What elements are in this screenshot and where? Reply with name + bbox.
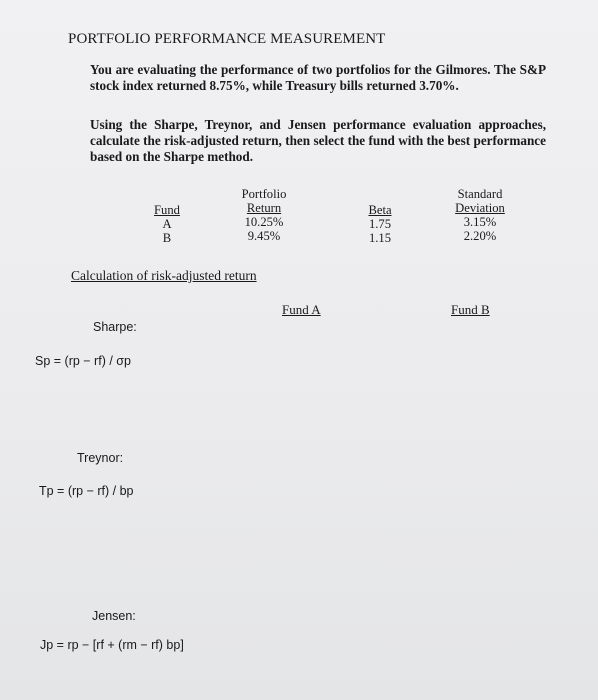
fund-column [147, 203, 187, 245]
return-column [232, 187, 296, 243]
fund-cell: B [162, 231, 172, 245]
sharpe-formula: Sp = (rp − rf) / σp [35, 354, 131, 368]
return-header-line1: Portfolio [241, 187, 287, 201]
fund-header: Fund [154, 203, 180, 217]
treynor-label: Treynor: [77, 451, 124, 465]
std-cell: 2.20% [463, 229, 497, 243]
beta-cell: 1.15 [368, 231, 392, 245]
beta-cell: 1.75 [368, 217, 392, 231]
return-cell: 10.25% [244, 215, 284, 229]
fund-b-heading: Fund B [451, 302, 490, 317]
fund-cell: A [162, 217, 172, 231]
instructions-paragraph: Using the Sharpe, Treynor, and Jensen performance evaluation approaches, calculate the risk-adjusted return, then select the fund with the best performance based on the Sharpe method. [90, 117, 546, 164]
calc-heading: Calculation of risk-adjusted return [71, 268, 257, 283]
std-header-line1: Standard [457, 187, 503, 201]
std-header-line2: Deviation [455, 201, 505, 215]
sharpe-label: Sharpe: [93, 320, 137, 334]
jensen-label: Jensen: [92, 609, 136, 623]
return-header-line2: Return [246, 201, 282, 215]
jensen-formula: Jp = rp − [rf + (rm − rf) bp] [40, 638, 184, 652]
beta-header: Beta [368, 203, 392, 217]
intro-paragraph: You are evaluating the performance of two portfolios for the Gilmores. The S&P stock index returned 8.75%, while Treasury bills returned 3.70%. [90, 62, 546, 93]
treynor-formula: Tp = (rp − rf) / bp [39, 484, 134, 498]
std-cell: 3.15% [463, 215, 497, 229]
return-cell: 9.45% [247, 229, 281, 243]
page-title: PORTFOLIO PERFORMANCE MEASUREMENT [68, 31, 386, 47]
fund-a-heading: Fund A [282, 302, 321, 317]
std-dev-column [446, 187, 514, 243]
beta-column [362, 203, 398, 245]
